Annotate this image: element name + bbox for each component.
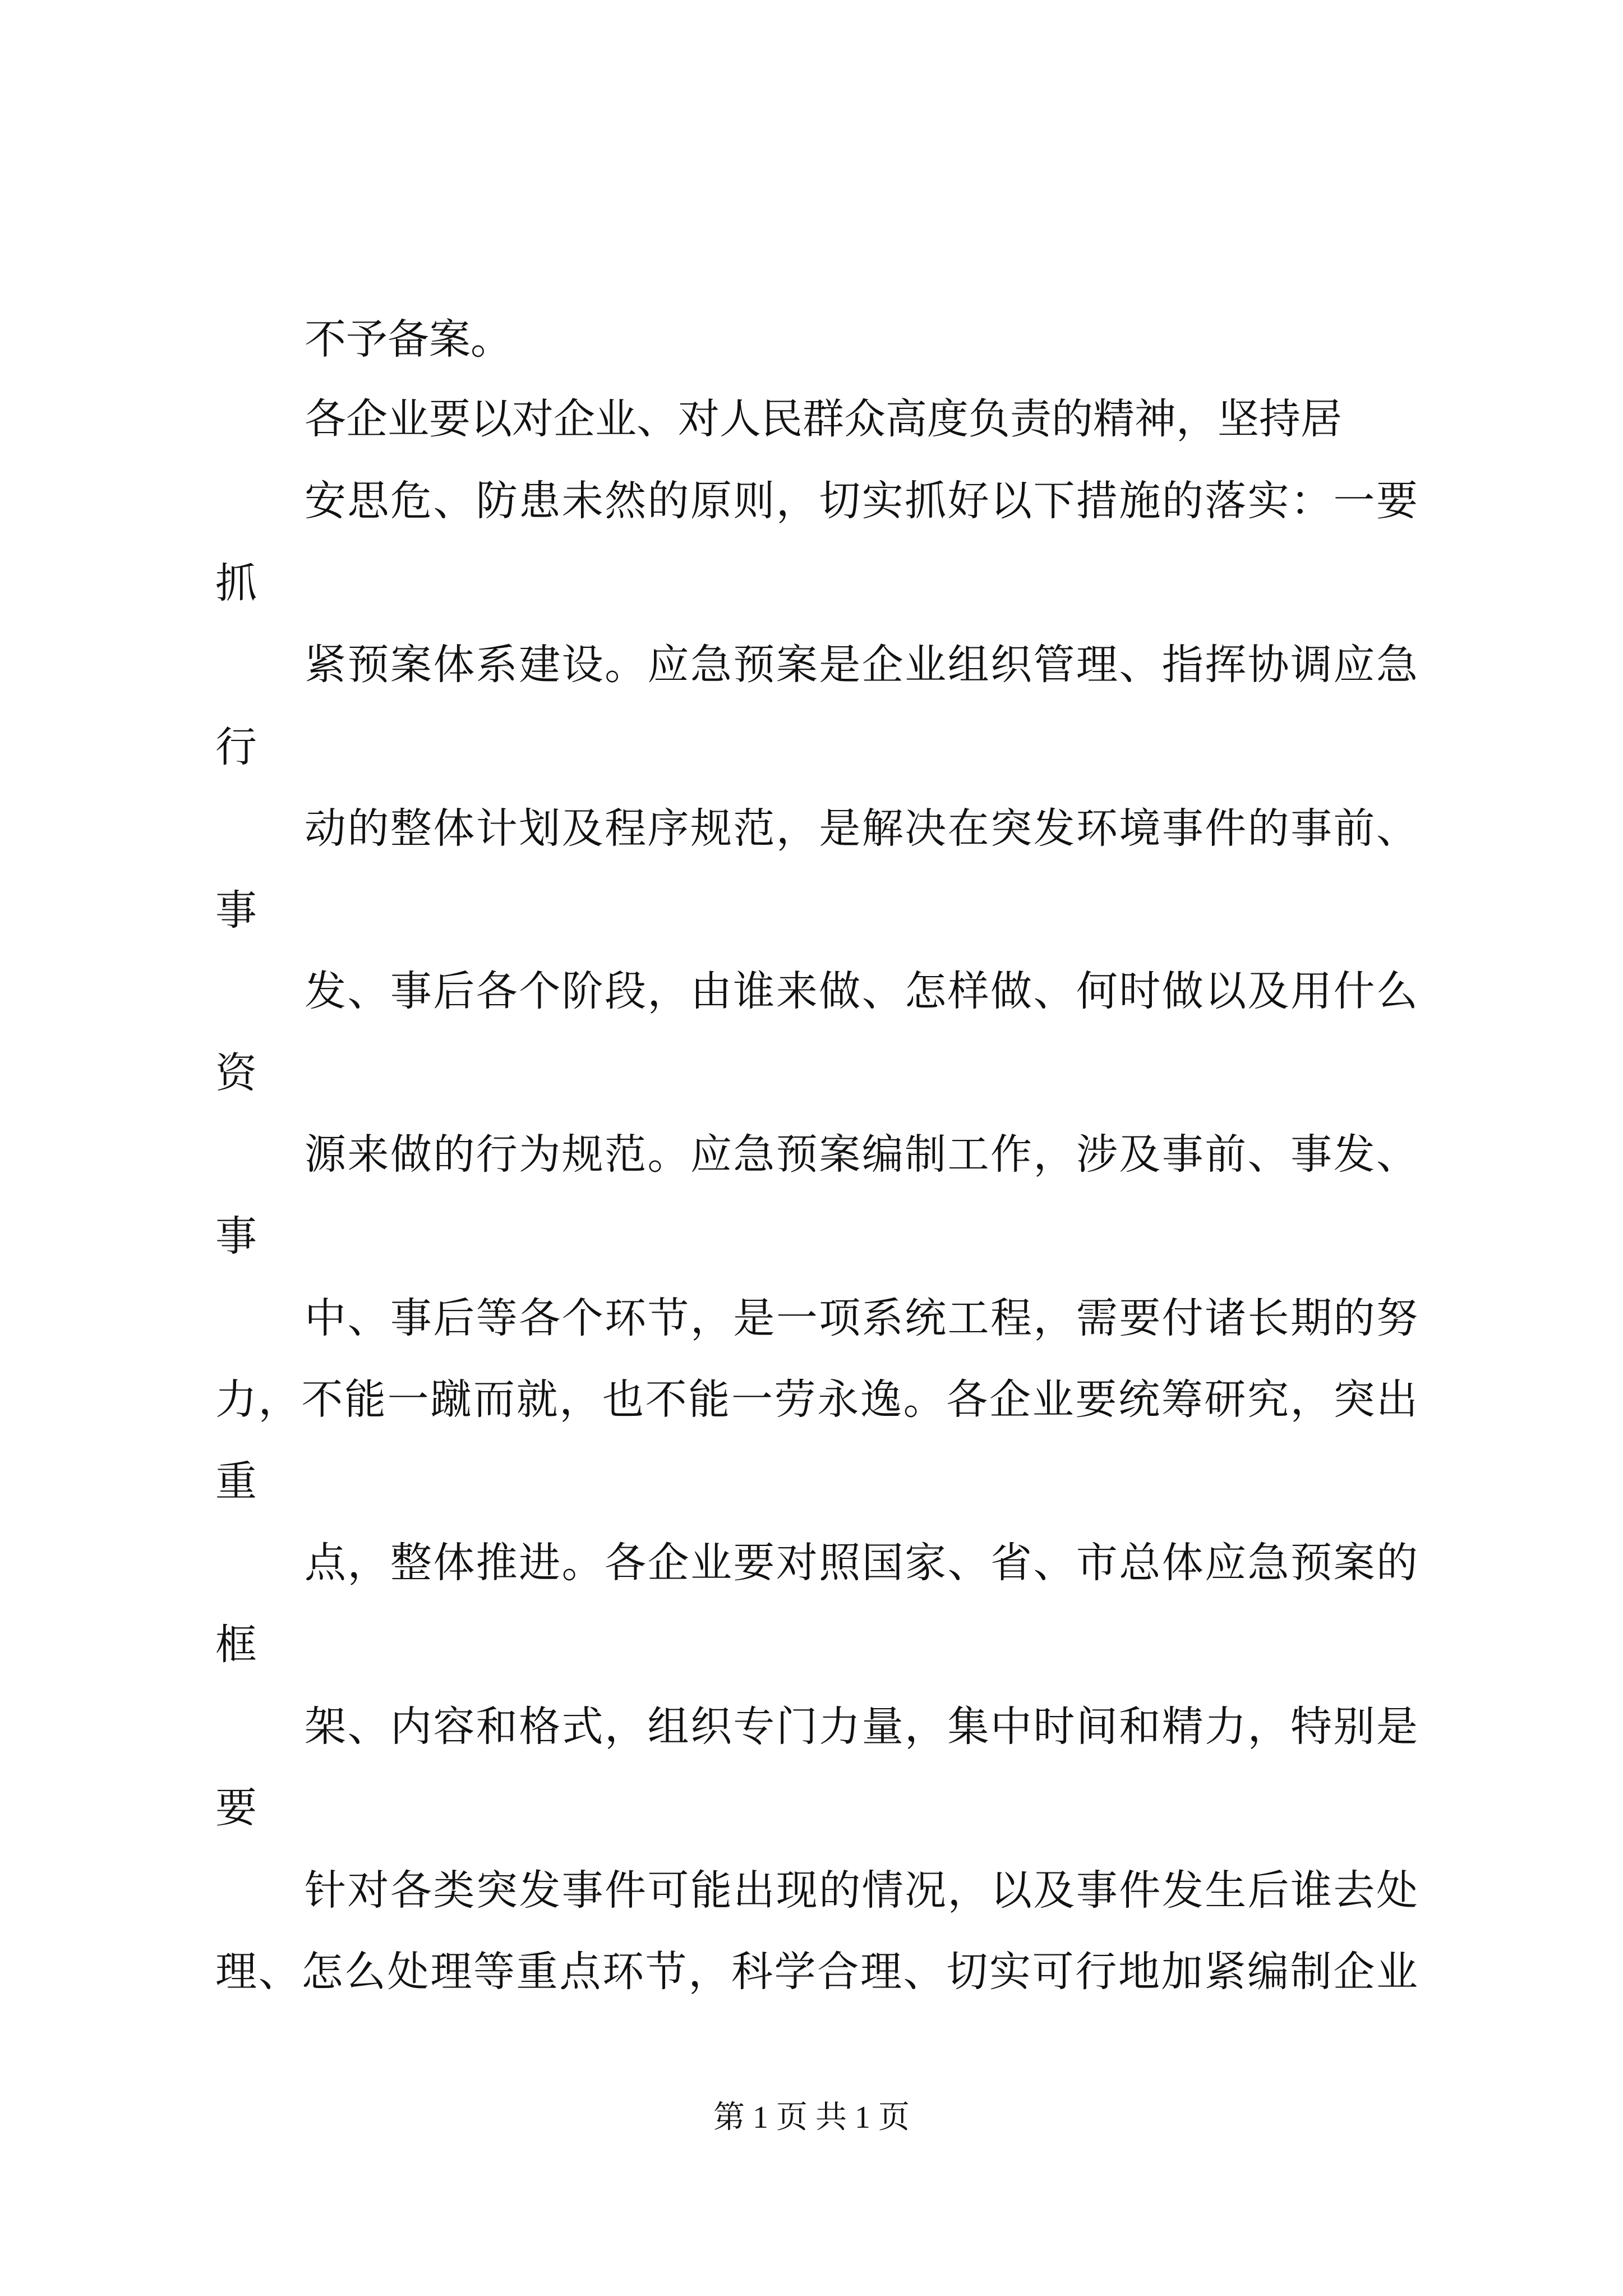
text-line: 中、事后等各个环节，是一项系统工程，需要付诸长期的努 [305,1294,1418,1342]
text-line: 各企业要以对企业、对人民群众高度负责的精神，坚持居 [305,395,1342,443]
text-line: 行 [215,723,257,771]
text-line: 源来做的行为规范。应急预案编制工作，涉及事前、事发、 [305,1130,1418,1179]
text-line: 安思危、防患未然的原则，切实抓好以下措施的落实：一要 [305,477,1418,525]
text-line: 抓 [215,559,257,608]
text-line: 针对各类突发事件可能出现的情况，以及事件发生后谁去处 [305,1866,1418,1915]
text-line: 点，整体推进。各企业要对照国家、省、市总体应急预案的 [305,1539,1418,1587]
text-line: 发、事后各个阶段，由谁来做、怎样做、何时做以及用什么 [305,967,1418,1015]
text-line: 事 [215,886,257,935]
text-line: 理、怎么处理等重点环节，科学合理、切实可行地加紧编制企业 [215,1948,1418,1996]
text-line: 紧预案体系建设。应急预案是企业组织管理、指挥协调应急 [305,641,1418,689]
text-line: 资 [215,1049,257,1097]
text-line: 重 [215,1457,257,1506]
text-line: 力，不能一蹴而就，也不能一劳永逸。各企业要统筹研究，突出 [215,1375,1418,1424]
text-line: 架、内容和格式，组织专门力量，集中时间和精力，特别是 [305,1703,1418,1751]
text-line: 动的整体计划及程序规范，是解决在突发环境事件的事前、 [305,804,1418,853]
page-footer: 第 1 页 共 1 页 [713,2100,910,2135]
text-line: 要 [215,1784,257,1832]
text-line: 框 [215,1621,257,1669]
text-line: 不予备案。 [305,315,512,364]
text-line: 事 [215,1212,257,1260]
